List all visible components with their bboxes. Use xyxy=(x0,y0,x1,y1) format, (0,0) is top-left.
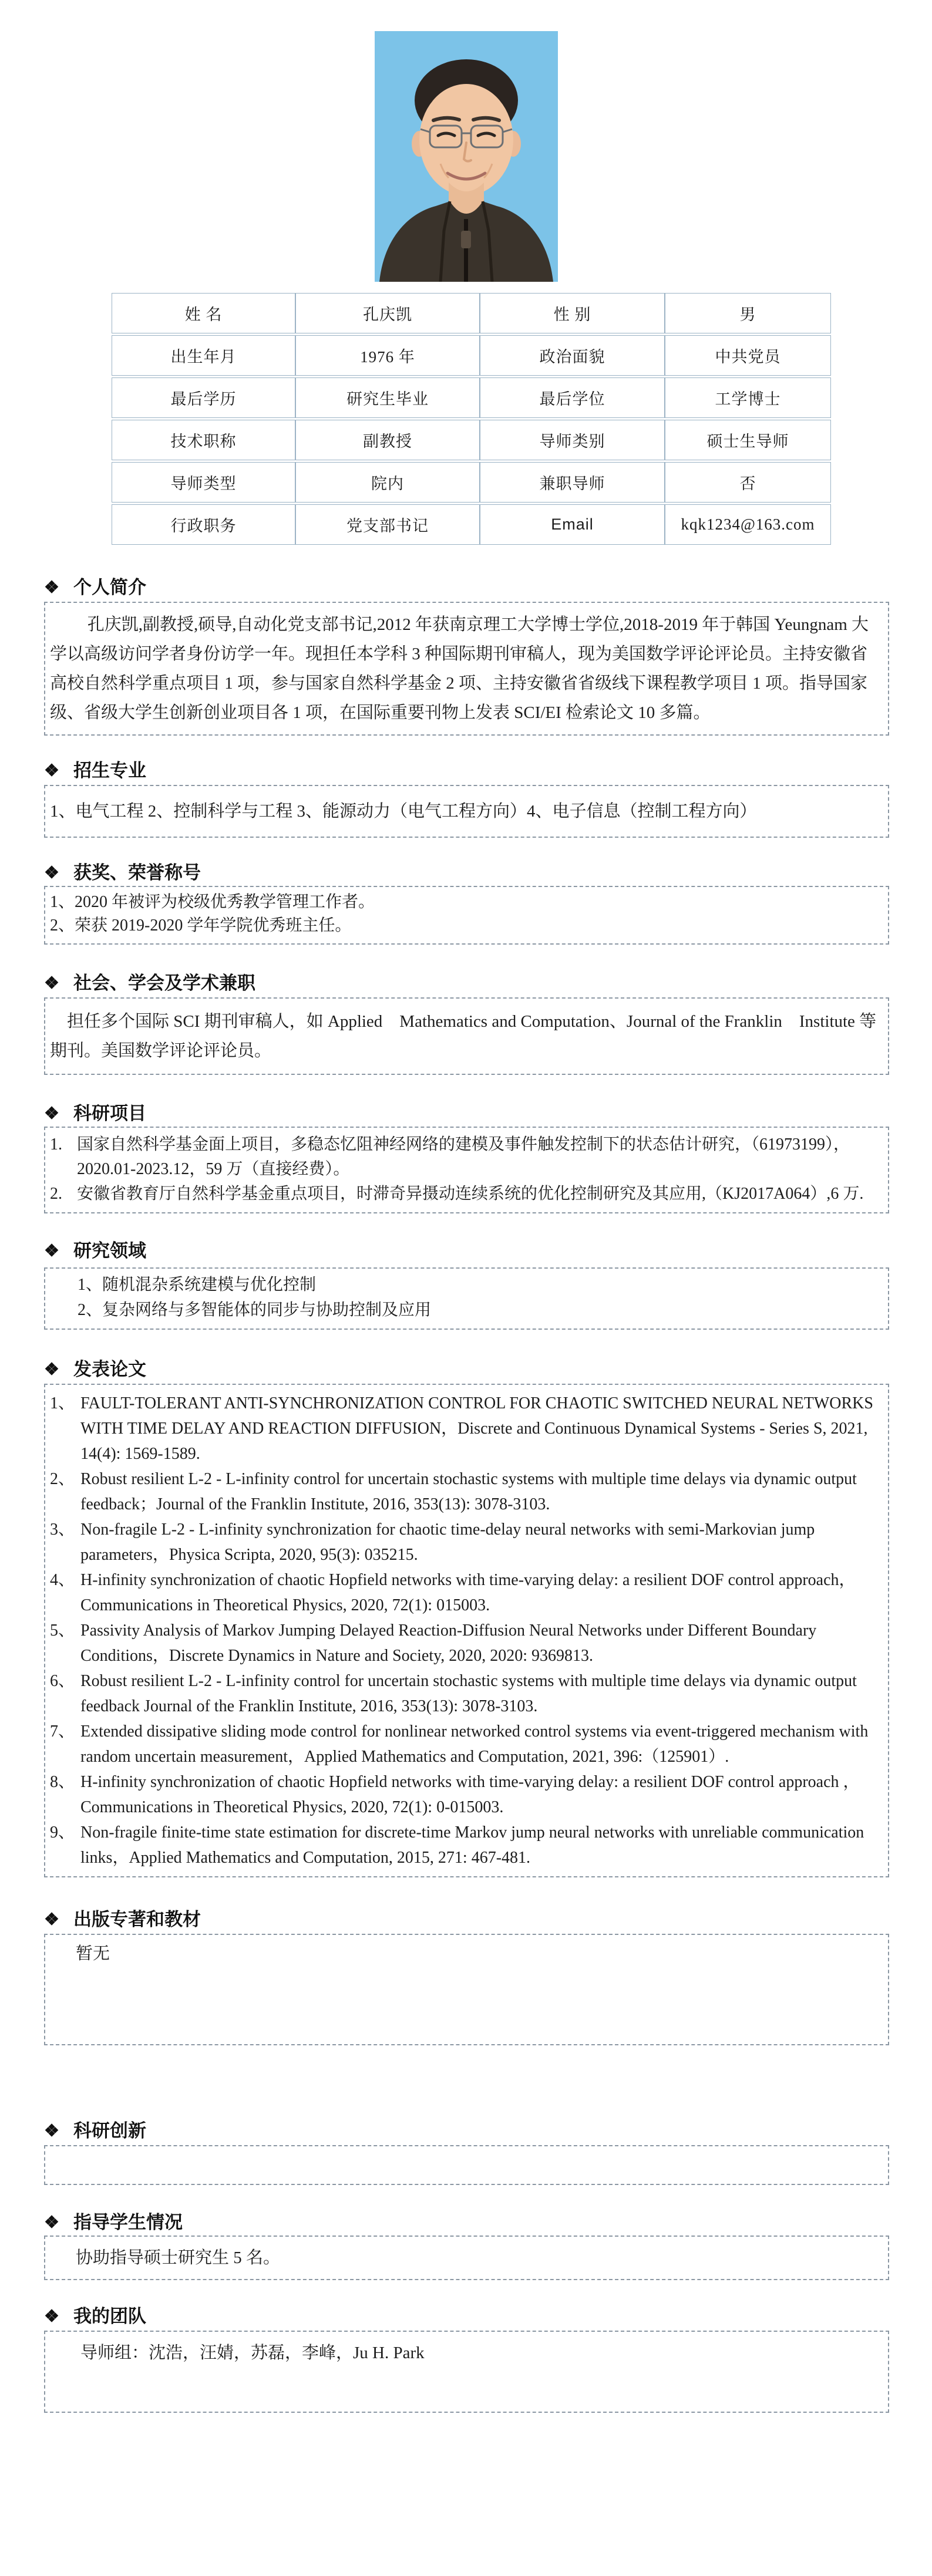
table-row xyxy=(112,377,831,418)
field-label-title: 技术职称 xyxy=(112,420,295,460)
section-box-projects xyxy=(44,1127,889,1213)
section-header-students xyxy=(44,2211,932,2234)
field-label-email: Email xyxy=(480,504,665,545)
item-number: 5、 xyxy=(50,1621,75,1640)
field-value-supervisor-category: 硕士生导师 xyxy=(665,420,831,460)
item-number: 4、 xyxy=(50,1571,75,1589)
item-number: 1、 xyxy=(50,1394,75,1412)
intro-text: 孔庆凯,副教授,硕导,自动化党支部书记,2012 年获南京理工大学博士学位,2018-2019 年于韩国 Yeungnam 大学以高级访问学者身份访学一年。现担任本学科 3 种国际期刊审稿人，现为美国数学评论评论员。主持安徽省高校自然科学重点项目 1 项，参与国家自然科学基金 2 项、主持安徽省省级线下课程教学项目 1 项。指导国家级、省级大学生创新创业项目各 1 项，在国际重要刊物上发表 SCI/EI 检索论文 10 多篇。 xyxy=(50,615,869,722)
publication-item xyxy=(50,1618,882,1668)
section-title: 科研创新 xyxy=(73,2120,146,2141)
table-row xyxy=(112,420,831,460)
item-text: 国家自然科学基金面上项目，多稳态忆阻神经网络的建模及事件触发控制下的状态估计研究，（61973199），2020.01-2023.12，59 万（直接经费）。 xyxy=(77,1135,850,1178)
students-text: 协助指导硕士研究生 5 名。 xyxy=(76,2248,281,2267)
diamond-bullet-icon: ❖ xyxy=(44,1104,59,1123)
diamond-bullet-icon: ❖ xyxy=(44,1360,59,1379)
table-row xyxy=(112,335,831,376)
diamond-bullet-icon: ❖ xyxy=(44,578,59,597)
section-box-research-fields xyxy=(44,1267,889,1330)
publication-item xyxy=(50,1391,882,1466)
diamond-bullet-icon: ❖ xyxy=(44,1910,59,1929)
section-header-enrollment xyxy=(44,759,932,783)
field-value-name: 孔庆凯 xyxy=(295,293,480,333)
field-label-gender: 性 别 xyxy=(480,293,665,333)
diamond-bullet-icon: ❖ xyxy=(44,974,59,993)
project-item xyxy=(50,1182,883,1206)
item-text: Robust resilient L-2 - L-infinity control for uncertain stochastic systems with multiple time delays via dynamic output feedback Journal of the Franklin Institute, 2016, 353(13): 3078-3103. xyxy=(80,1672,857,1715)
item-text: FAULT-TOLERANT ANTI-SYNCHRONIZATION CONTROL FOR CHAOTIC SWITCHED NEURAL NETWORKS WITH TIME DELAY AND REACTION DIFFUSION，Discrete and Continuous Dynamical Systems - Series S, 2021, 14(4): 1569-1589. xyxy=(80,1394,873,1463)
diamond-bullet-icon: ❖ xyxy=(44,2213,59,2232)
section-header-intro xyxy=(44,576,932,599)
publication-item xyxy=(50,1668,882,1719)
research-field-line: 2、复杂网络与多智能体的同步与协助控制及应用 xyxy=(78,1301,432,1319)
field-label-supervisor-type: 导师类型 xyxy=(112,462,295,503)
field-label-supervisor-category: 导师类别 xyxy=(480,420,665,460)
field-value-education: 研究生毕业 xyxy=(295,377,480,418)
publication-item xyxy=(50,1769,882,1820)
item-number: 8、 xyxy=(50,1773,75,1791)
item-number: 2、 xyxy=(50,1470,75,1488)
award-line: 1、2020 年被评为校级优秀教学管理工作者。 xyxy=(50,893,375,911)
publication-item xyxy=(50,1820,882,1870)
section-box-innovation xyxy=(44,2145,889,2185)
profile-photo xyxy=(375,31,558,282)
section-title: 发表论文 xyxy=(73,1359,146,1380)
item-text: H-infinity synchronization of chaotic Hopfield networks with time-varying delay: a resilient DOF control approach ，Communications in Theoretical Physics, 2020, 72(1): 0-015003. xyxy=(80,1773,860,1816)
item-text: Extended dissipative sliding mode control for nonlinear networked control systems via event-triggered mechanism with random uncertain measurement，Applied Mathematics and Computation, 2021, 396:（125901）. xyxy=(80,1722,869,1766)
research-field-line: 1、随机混杂系统建模与优化控制 xyxy=(78,1276,317,1294)
section-title: 招生专业 xyxy=(73,760,146,781)
field-label-admin-post: 行政职务 xyxy=(112,504,295,545)
field-label-degree: 最后学位 xyxy=(480,377,665,418)
field-label-birth: 出生年月 xyxy=(112,335,295,376)
section-header-memberships xyxy=(44,972,932,995)
portrait-illustration xyxy=(375,31,558,282)
publication-item xyxy=(50,1567,882,1618)
publication-item xyxy=(50,1517,882,1567)
profile-info-table xyxy=(112,291,831,547)
award-line: 2、荣获 2019-2020 学年学院优秀班主任。 xyxy=(50,916,352,935)
diamond-bullet-icon: ❖ xyxy=(44,2307,59,2326)
item-number: 3、 xyxy=(50,1520,75,1539)
publication-item xyxy=(50,1719,882,1769)
field-label-political: 政治面貌 xyxy=(480,335,665,376)
field-value-gender: 男 xyxy=(665,293,831,333)
section-box-enrollment xyxy=(44,785,889,838)
section-title: 出版专著和教材 xyxy=(73,1909,201,1930)
section-box-team xyxy=(44,2331,889,2413)
section-header-publications xyxy=(44,1358,932,1381)
section-title: 我的团队 xyxy=(73,2306,146,2327)
diamond-bullet-icon: ❖ xyxy=(44,864,59,882)
field-label-education: 最后学历 xyxy=(112,377,295,418)
section-box-students xyxy=(44,2236,889,2280)
memberships-text: 担任多个国际 SCI 期刊审稿人，如 Applied Mathematics and Computation、Journal of the Franklin Institute 等期刊。美国数学评论评论员。 xyxy=(50,1012,877,1060)
field-value-admin-post: 党支部书记 xyxy=(295,504,480,545)
item-text: 安徽省教育厅自然科学基金重点项目，时滞奇异摄动连续系统的优化控制研究及其应用,（KJ2017A064）,6 万. xyxy=(77,1185,864,1203)
item-text: H-infinity synchronization of chaotic Hopfield networks with time-varying delay: a resilient DOF control approach，Communications in Theoretical Physics, 2020, 72(1): 015003. xyxy=(80,1571,856,1614)
field-value-political: 中共党员 xyxy=(665,335,831,376)
field-value-supervisor-type: 院内 xyxy=(295,462,480,503)
table-row xyxy=(112,504,831,545)
section-header-team xyxy=(44,2305,932,2328)
table-row xyxy=(112,462,831,503)
publication-item xyxy=(50,1466,882,1517)
section-header-books xyxy=(44,1908,932,1931)
item-text: Non-fragile finite-time state estimation for discrete-time Markov jump neural networks with unreliable communication links，Applied Mathematics and Computation, 2015, 271: 467-481. xyxy=(80,1823,864,1867)
section-title: 获奖、荣誉称号 xyxy=(73,862,201,883)
section-box-intro xyxy=(44,602,889,736)
section-box-books xyxy=(44,1934,889,2045)
field-label-parttime-supervisor: 兼职导师 xyxy=(480,462,665,503)
field-value-degree: 工学博士 xyxy=(665,377,831,418)
field-label-name: 姓 名 xyxy=(112,293,295,333)
section-header-innovation xyxy=(44,2119,932,2143)
diamond-bullet-icon: ❖ xyxy=(44,1242,59,1260)
project-item xyxy=(50,1132,883,1182)
section-box-memberships xyxy=(44,997,889,1075)
diamond-bullet-icon: ❖ xyxy=(44,2122,59,2140)
section-box-awards xyxy=(44,886,889,945)
team-text: 导师组：沈浩，汪婧，苏磊，李峰，Ju H. Park xyxy=(80,2344,425,2362)
table-row xyxy=(112,293,831,333)
section-header-awards xyxy=(44,861,932,885)
diamond-bullet-icon: ❖ xyxy=(44,761,59,780)
item-text: Robust resilient L-2 - L-infinity control for uncertain stochastic systems with multiple time delays via dynamic output feedback；Journal of the Franklin Institute, 2016, 353(13): 3078-3103. xyxy=(80,1470,857,1513)
field-value-title: 副教授 xyxy=(295,420,480,460)
books-text: 暂无 xyxy=(76,1944,110,1963)
field-value-birth: 1976 年 xyxy=(295,335,480,376)
field-value-parttime-supervisor: 否 xyxy=(665,462,831,503)
section-header-research-fields xyxy=(44,1239,932,1263)
item-number: 2. xyxy=(50,1185,62,1203)
section-title: 社会、学会及学术兼职 xyxy=(73,973,255,993)
item-number: 1. xyxy=(50,1135,62,1154)
enrollment-text: 1、电气工程 2、控制科学与工程 3、能源动力（电气工程方向）4、电子信息（控制工程方向） xyxy=(50,802,757,821)
section-title: 个人简介 xyxy=(73,577,146,598)
item-text: Passivity Analysis of Markov Jumping Delayed Reaction-Diffusion Neural Networks under Different Boundary Conditions，Discrete Dynamics in Nature and Society, 2020, 2020: 9369813. xyxy=(80,1621,817,1665)
section-box-publications xyxy=(44,1384,889,1877)
item-number: 9、 xyxy=(50,1823,75,1842)
item-number: 6、 xyxy=(50,1672,75,1690)
section-title: 科研项目 xyxy=(73,1103,146,1124)
item-text: Non-fragile L-2 - L-infinity synchronization for chaotic time-delay neural networks with semi-Markovian jump parameters，Physica Scripta, 2020, 95(3): 035215. xyxy=(80,1520,815,1564)
section-header-projects xyxy=(44,1102,932,1125)
item-number: 7、 xyxy=(50,1722,75,1741)
field-value-email: kqk1234@163.com xyxy=(665,504,831,545)
section-title: 指导学生情况 xyxy=(73,2212,183,2233)
page xyxy=(0,31,932,2576)
section-title: 研究领域 xyxy=(73,1240,146,1261)
